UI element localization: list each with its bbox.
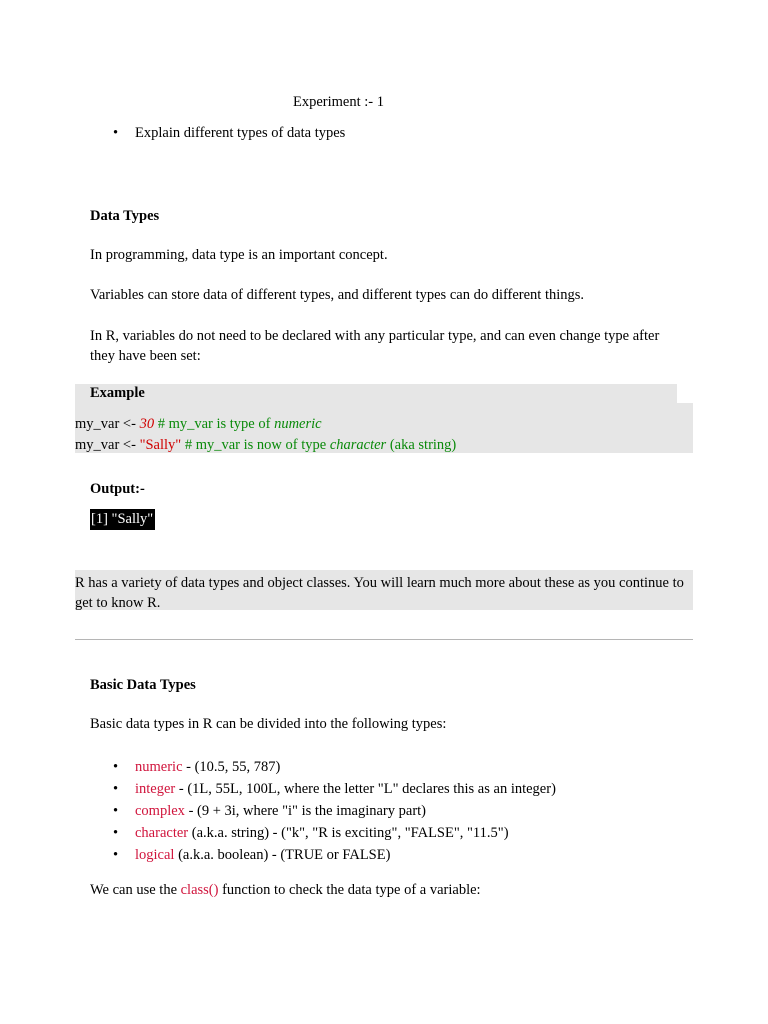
code-string: "Sally" bbox=[139, 437, 182, 453]
type-desc: (a.k.a. string) - ("k", "R is exciting", "FALSE", "11.5") bbox=[188, 825, 509, 841]
code-assign: my_var <- bbox=[75, 416, 140, 432]
bullet-icon: • bbox=[113, 803, 119, 819]
list-item bbox=[113, 844, 556, 866]
divider bbox=[75, 639, 693, 640]
section-heading-data-types: Data Types bbox=[90, 208, 160, 224]
task-bullet bbox=[113, 125, 345, 142]
code-line-2 bbox=[75, 437, 456, 454]
bullet-icon: • bbox=[113, 847, 119, 863]
task-text: Explain different types of data types bbox=[135, 125, 346, 141]
bullet-icon: • bbox=[113, 125, 119, 141]
bullet-icon: • bbox=[113, 825, 119, 841]
example-label: Example bbox=[90, 385, 145, 401]
class-line-pre: We can use the bbox=[90, 882, 181, 898]
code-number: 30 bbox=[139, 416, 155, 432]
class-line-post: function to check the data type of a variable: bbox=[218, 882, 481, 898]
class-function-name: class() bbox=[180, 882, 219, 898]
paragraph-basic-intro: Basic data types in R can be divided into the following types: bbox=[90, 716, 447, 732]
type-name: complex bbox=[135, 803, 185, 819]
bullet-icon: • bbox=[113, 759, 119, 775]
list-item bbox=[113, 778, 556, 800]
output-label: Output:- bbox=[90, 481, 145, 497]
paragraph-class-function bbox=[90, 882, 481, 899]
code-comment-type: character bbox=[329, 437, 387, 453]
code-comment: # my_var is type of bbox=[154, 416, 275, 432]
type-desc: (a.k.a. boolean) - (TRUE or FALSE) bbox=[174, 847, 391, 863]
output-value: [1] "Sally" bbox=[90, 509, 155, 530]
note-paragraph: R has a variety of data types and object classes. You will learn much more about these as you continue to get to know R. bbox=[75, 575, 684, 611]
code-line-1 bbox=[75, 416, 322, 433]
type-name: character bbox=[135, 825, 189, 841]
type-desc: - (10.5, 55, 787) bbox=[182, 759, 281, 775]
paragraph-variables: Variables can store data of different types, and different types can do different things. bbox=[90, 287, 585, 303]
code-comment-tail: (aka string) bbox=[386, 437, 457, 453]
types-list bbox=[113, 756, 556, 866]
code-comment: # my_var is now of type bbox=[181, 437, 330, 453]
code-comment-type: numeric bbox=[274, 416, 322, 432]
type-name: logical bbox=[135, 847, 175, 863]
type-name: integer bbox=[135, 781, 176, 797]
type-desc: - (1L, 55L, 100L, where the letter "L" declares this as an integer) bbox=[175, 781, 556, 797]
paragraph-declaration: In R, variables do not need to be declared with any particular type, and can even change type after they have been set: bbox=[90, 328, 660, 364]
section-heading-basic-data-types: Basic Data Types bbox=[90, 677, 196, 693]
list-item bbox=[113, 800, 556, 822]
page-title: Experiment :- 1 bbox=[293, 94, 385, 110]
example-header-bar bbox=[75, 384, 677, 403]
code-assign: my_var <- bbox=[75, 437, 140, 453]
paragraph-intro: In programming, data type is an important concept. bbox=[90, 247, 388, 263]
type-desc: - (9 + 3i, where "i" is the imaginary part) bbox=[184, 803, 427, 819]
list-item bbox=[113, 756, 556, 778]
type-name: numeric bbox=[135, 759, 183, 775]
list-item bbox=[113, 822, 556, 844]
bullet-icon: • bbox=[113, 781, 119, 797]
